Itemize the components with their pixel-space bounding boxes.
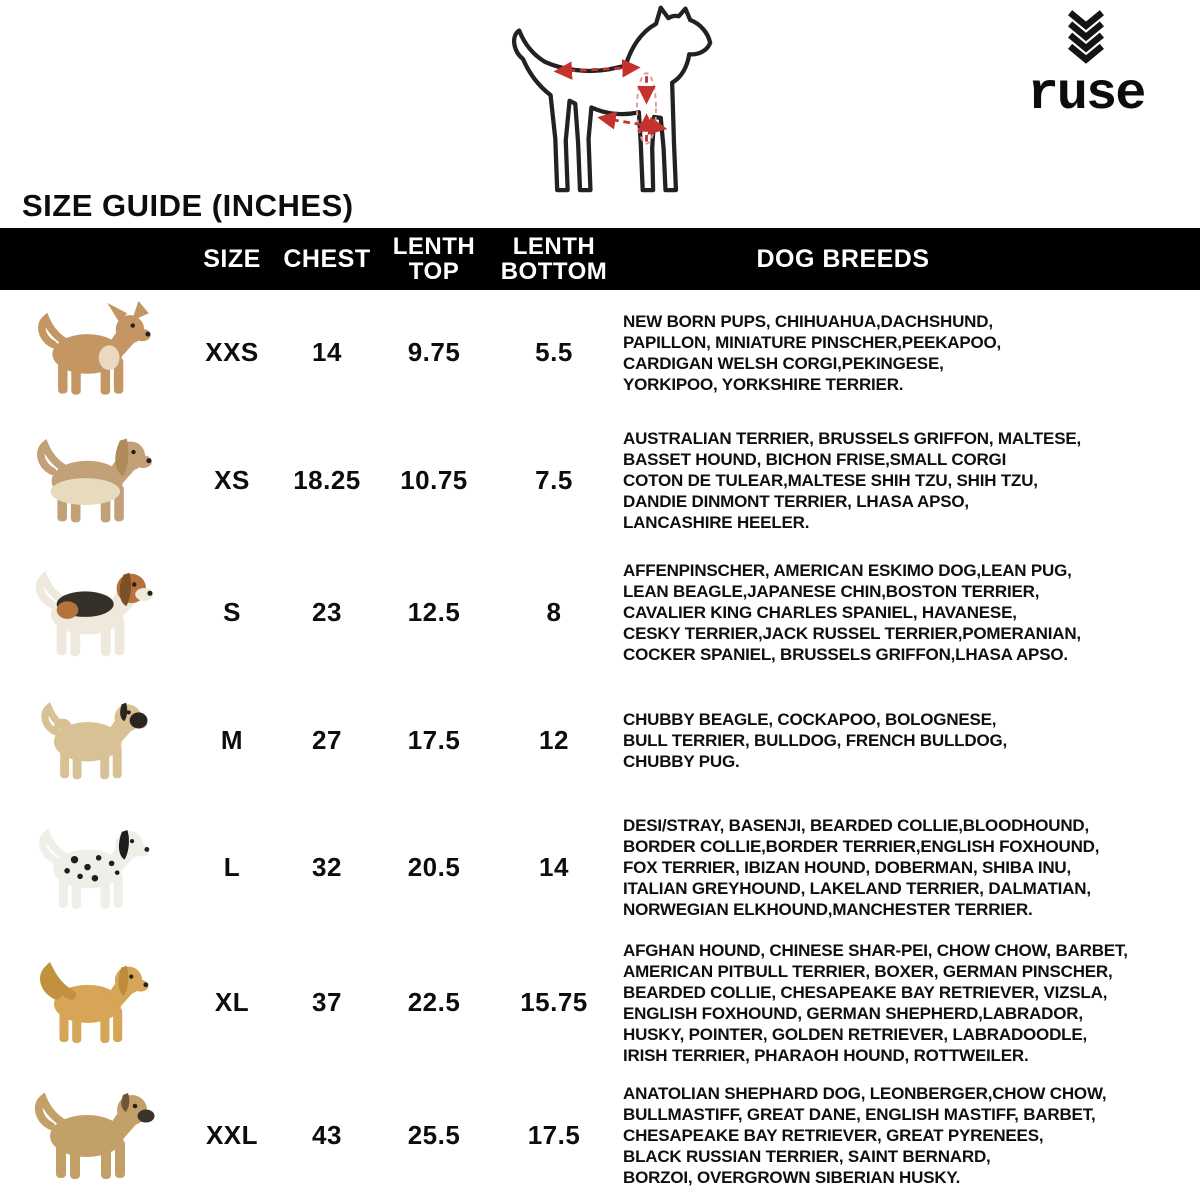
table-row — [0, 545, 1200, 680]
length-top-value: 12.5 — [407, 597, 461, 627]
length-bottom-value: 14 — [539, 852, 569, 882]
length-top-value: 22.5 — [407, 987, 461, 1017]
header-dog-breeds: DOG BREEDS — [756, 244, 930, 273]
header-length-top: LENTH TOP — [392, 233, 476, 285]
size-label: XXL — [205, 1119, 259, 1150]
brand-logo — [1006, 8, 1166, 124]
length-bottom-value: 7.5 — [535, 464, 573, 495]
length-bottom-value: 15.75 — [520, 987, 588, 1017]
size-label: S — [223, 597, 241, 627]
length-bottom-value: 17.5 — [527, 1119, 581, 1150]
wheat-icon — [1065, 8, 1107, 66]
golden-retriever-photo — [21, 953, 167, 1053]
dog-measurement-diagram — [492, 2, 782, 230]
breeds-list: AUSTRALIAN TERRIER, BRUSSELS GRIFFON, MALTESE, BASSET HOUND, BICHON FRISE,SMALL CORGI COTON DE TULEAR,MALTESE SHIH TZU, SHIH TZU, DANDIE DINMONT TERRIER, LHASA APSO, LANCASHIRE HEELER. — [623, 428, 1081, 532]
length-bottom-value: 5.5 — [535, 337, 573, 367]
length-bottom-value: 12 — [539, 724, 569, 755]
table-header — [0, 228, 1200, 290]
size-table-body — [0, 290, 1200, 1200]
brand-name: ruse — [1027, 65, 1145, 124]
length-top-value: 9.75 — [407, 337, 461, 367]
size-label: L — [223, 852, 241, 882]
chest-value: 18.25 — [293, 464, 361, 495]
dalmatian-photo — [21, 817, 167, 919]
breeds-list: NEW BORN PUPS, CHIHUAHUA,DACHSHUND, PAPILLON, MINIATURE PINSCHER,PEEKAPOO, CARDIGAN WELSH CORGI,PEKINGESE, YORKIPOO, YORKSHIRE TERRIER. — [623, 311, 1002, 394]
lhasa-apso-photo — [23, 427, 165, 533]
page-title: SIZE GUIDE (INCHES) — [22, 188, 354, 223]
header-length-bottom: LENTH BOTTOM — [500, 233, 608, 285]
table-row — [0, 680, 1200, 800]
length-top-value: 17.5 — [407, 724, 461, 755]
breeds-list: ANATOLIAN SHEPHARD DOG, LEONBERGER,CHOW CHOW, BULLMASTIFF, GREAT DANE, ENGLISH MASTIFF, BARBET, CHESAPEAKE BAY RETRIEVER, GREAT PYRENEES, BLACK RUSSIAN TERRIER, SAINT BERNARD, BORZOI, OVERGROWN SIBERIAN HUSKY. — [623, 1083, 1107, 1187]
dog-outline — [514, 8, 710, 190]
size-label: XL — [214, 987, 250, 1017]
chihuahua-photo — [23, 301, 165, 405]
chest-value: 32 — [312, 852, 342, 882]
chest-value: 37 — [312, 987, 342, 1017]
pug-photo — [27, 691, 161, 789]
chest-value: 27 — [312, 724, 342, 755]
length-top-value: 20.5 — [407, 852, 461, 882]
length-top-value: 25.5 — [407, 1119, 461, 1150]
breeds-list: AFFENPINSCHER, AMERICAN ESKIMO DOG,LEAN PUG, LEAN BEAGLE,JAPANESE CHIN,BOSTON TERRIER, CAVALIER KING CHARLES SPANIEL, HAVANESE, CESKY TERRIER,JACK RUSSEL TERRIER,POMERANIAN, COCKER SPANIEL, BRUSSELS GRIFFON,LHASA APSO. — [623, 561, 1081, 664]
breeds-list: DESI/STRAY, BASENJI, BEARDED COLLIE,BLOODHOUND, BORDER COLLIE,BORDER TERRIER,ENGLISH FOXHOUND, FOX TERRIER, IBIZAN HOUND, DOBERMAN, SHIBA INU, ITALIAN GREYHOUND, LAKELAND TERRIER, DALMATIAN, NORWEGIAN ELKHOUND,MANCHESTER TERRIER. — [623, 816, 1100, 919]
anatolian-shepherd-photo — [19, 1080, 169, 1190]
breeds-list: AFGHAN HOUND, CHINESE SHAR-PEI, CHOW CHOW, BARBET, AMERICAN PITBULL TERRIER, BOXER, GERMAN PINSCHER, BEARDED COLLIE, CHESAPEAKE BAY RETRIEVER, VIZSLA, ENGLISH FOXHOUND, GERMAN SHEPHERD,LABRADOR, HUSKY, POINTER, GOLDEN RETRIEVER, LABRADOODLE, IRISH TERRIER, PHARAOH HOUND, ROTTWEILER. — [623, 940, 1128, 1065]
size-label: M — [220, 724, 244, 755]
header-chest: CHEST — [283, 244, 371, 273]
size-label: XS — [214, 464, 250, 495]
length-bottom-value: 8 — [546, 597, 562, 627]
table-row — [0, 290, 1200, 415]
header-size: SIZE — [203, 244, 261, 273]
length-top-value: 10.75 — [400, 464, 468, 495]
chest-value: 23 — [312, 597, 342, 627]
chest-value: 14 — [312, 337, 342, 367]
table-row — [0, 1070, 1200, 1200]
table-row — [0, 415, 1200, 545]
table-row — [0, 935, 1200, 1070]
breeds-list: CHUBBY BEAGLE, COCKAPOO, BOLOGNESE, BULL TERRIER, BULLDOG, FRENCH BULLDOG, CHUBBY PUG. — [623, 709, 1008, 771]
size-label: XXS — [205, 337, 259, 367]
chest-value: 43 — [312, 1119, 342, 1150]
table-row — [0, 800, 1200, 935]
beagle-photo — [21, 559, 167, 667]
